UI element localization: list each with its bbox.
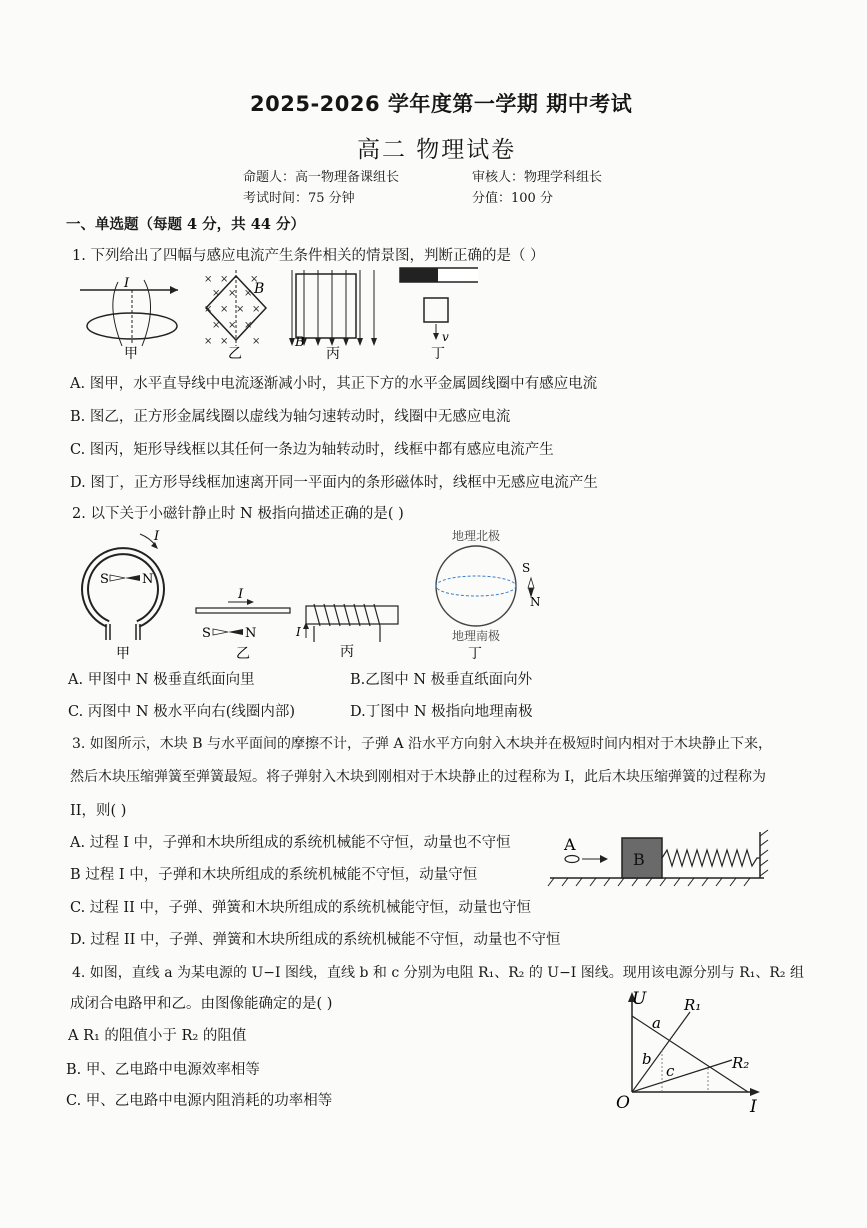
question-3-stem-line-2: 然后木块压缩弹簧至弹簧最短。将子弹射入木块到刚相对于木块静止的过程称为 I，此后木块压缩弹簧的过程称为 <box>70 769 766 785</box>
svg-text:×: × <box>212 288 221 299</box>
question-1-stem: 1. 下列给出了四幅与感应电流产生条件相关的情景图，判断正确的是（ ） <box>72 248 545 264</box>
svg-text:×: × <box>250 274 259 285</box>
question-3-stem-line-3: II，则( ) <box>70 803 127 819</box>
q1-label-yi: 乙 <box>228 346 242 360</box>
question-4-option-a[interactable]: A R₁ 的阻值小于 R₂ 的阻值 <box>68 1028 247 1044</box>
q2-south-pole-label: 地理南极 <box>452 629 501 643</box>
q3-bullet-label: A <box>564 835 576 854</box>
question-2-option-a[interactable]: A. 甲图中 N 极垂直纸面向里 <box>68 672 255 688</box>
q2-label-bing: 丙 <box>340 644 354 660</box>
reviewer-info: 审核人：物理学科组长 <box>472 170 603 185</box>
question-3-stem-line-1: 3. 如图所示，木块 B 与水平面间的摩擦不计，子弹 A 沿水平方向射入木块并在极短时间内相对于木块静止下来， <box>72 736 773 752</box>
svg-text:×: × <box>212 320 221 331</box>
svg-text:×: × <box>244 288 253 299</box>
svg-text:×: × <box>204 304 213 315</box>
q1-figure-ding <box>400 268 478 360</box>
section-heading: 一、单选题（每题 4 分，共 44 分） <box>66 216 305 233</box>
q2-north-pole-label: 地理北极 <box>452 529 501 543</box>
q1-fig-velocity-label: v <box>442 330 449 344</box>
question-3-figure <box>546 826 772 892</box>
q2-bing-current-label: I <box>296 625 301 639</box>
question-4-stem-line-1: 4. 如图，直线 a 为某电源的 U−I 图线，直线 b 和 c 分别为电阻 R₁、R₂ 的 U−I 图线。现用该电源分别与 R₁、R₂ 组 <box>72 965 804 981</box>
q1-label-jia: 甲 <box>124 346 138 360</box>
svg-text:×: × <box>228 320 237 331</box>
q1-fig-field-label-2: B <box>295 335 305 350</box>
exam-subtitle: 高二 物理试卷 <box>357 137 517 163</box>
q2-figure-yi <box>196 587 290 662</box>
q4-line-c-label: c <box>666 1062 675 1080</box>
q2-yi-n-label: N <box>245 626 257 641</box>
question-4-stem-line-2: 成闭合电路甲和乙。由图像能确定的是( ) <box>70 996 333 1012</box>
question-1-option-c[interactable]: C. 图丙，矩形导线框以其任何一条边为轴转动时，线框中都有感应电流产生 <box>70 442 554 458</box>
q2-yi-s-label: S <box>202 626 211 641</box>
q2-jia-s-label: S <box>100 572 109 587</box>
exam-score: 分值：100 分 <box>472 191 553 206</box>
exam-title: 2025-2026 学年度第一学期 期中考试 <box>250 92 633 116</box>
question-3-option-a[interactable]: A. 过程 I 中，子弹和木块所组成的系统机械能不守恒，动量也不守恒 <box>70 835 511 851</box>
question-3-option-c[interactable]: C. 过程 II 中，子弹、弹簧和木块所组成的系统机械能守恒，动量也守恒 <box>70 900 531 916</box>
q2-label-yi: 乙 <box>236 646 250 662</box>
svg-text:×: × <box>204 274 213 285</box>
svg-text:×: × <box>252 336 261 347</box>
question-1-option-a[interactable]: A. 图甲，水平直导线中电流逐渐减小时，其正下方的水平金属圆线圈中有感应电流 <box>70 376 598 392</box>
question-2-option-c[interactable]: C. 丙图中 N 极水平向右(线圈内部) <box>68 704 296 720</box>
question-4-option-c[interactable]: C. 甲、乙电路中电源内阻消耗的功率相等 <box>66 1093 333 1109</box>
q2-figure-jia <box>85 529 161 662</box>
q1-figure-jia <box>80 276 178 360</box>
question-2-stem: 2. 以下关于小磁针静止时 N 极指向描述正确的是( ) <box>72 506 404 522</box>
q4-r2-label: R₂ <box>732 1054 750 1072</box>
question-4-figure <box>612 988 772 1116</box>
svg-text:×: × <box>236 304 245 315</box>
question-2-option-d[interactable]: D.丁图中 N 极指向地理南极 <box>350 704 533 720</box>
q2-jia-current-label: I <box>154 529 160 544</box>
question-1-option-b[interactable]: B. 图乙，正方形金属线圈以虚线为轴匀速转动时，线圈中无感应电流 <box>70 409 511 425</box>
question-2-option-b[interactable]: B.乙图中 N 极垂直纸面向外 <box>350 672 533 688</box>
q2-ding-n-label: N <box>530 595 541 609</box>
q4-axis-u-label: U <box>632 989 647 1009</box>
q1-label-ding: 丁 <box>431 346 445 360</box>
svg-text:×: × <box>220 274 229 285</box>
q4-origin-label: O <box>616 1093 630 1113</box>
question-3-option-b[interactable]: B 过程 I 中，子弹和木块所组成的系统机械能不守恒，动量守恒 <box>70 867 478 883</box>
q2-figure-bing <box>295 604 398 660</box>
question-3-option-d[interactable]: D. 过程 II 中，子弹、弹簧和木块所组成的系统机械能不守恒，动量也不守恒 <box>70 932 561 948</box>
question-4-option-b[interactable]: B. 甲、乙电路中电源效率相等 <box>66 1062 260 1078</box>
q4-line-a-label: a <box>652 1014 661 1032</box>
q1-label-bing: 丙 <box>326 346 340 360</box>
q1-fig-current-label: I <box>124 276 130 291</box>
svg-text:×: × <box>204 336 213 347</box>
q2-figure-ding <box>436 528 541 662</box>
q4-axis-i-label: I <box>750 1097 757 1116</box>
svg-text:×: × <box>228 288 237 299</box>
q4-line-b-label: b <box>642 1050 652 1068</box>
q3-block-label: B <box>633 850 645 869</box>
q2-label-ding: 丁 <box>468 646 482 662</box>
setter-info: 命题人：高一物理备课组长 <box>243 170 400 185</box>
svg-text:×: × <box>220 336 229 347</box>
q2-label-jia: 甲 <box>116 646 130 662</box>
q2-jia-n-label: N <box>142 572 154 587</box>
svg-text:×: × <box>244 320 253 331</box>
question-2-figures <box>78 524 553 662</box>
exam-time: 考试时间：75 分钟 <box>243 191 355 206</box>
q2-ding-s-label: S <box>522 561 531 575</box>
q1-figure-bing <box>289 270 377 360</box>
question-1-figures <box>78 266 478 360</box>
q1-fig-field-label: B <box>254 281 265 297</box>
q2-yi-current-label: I <box>238 587 244 602</box>
question-1-option-d[interactable]: D. 图丁，正方形导线框加速离开同一平面内的条形磁体时，线框中无感应电流产生 <box>70 475 598 491</box>
q4-r1-label: R₁ <box>684 996 702 1014</box>
svg-text:×: × <box>252 304 261 315</box>
q1-figure-yi <box>204 270 266 360</box>
svg-text:×: × <box>220 304 229 315</box>
